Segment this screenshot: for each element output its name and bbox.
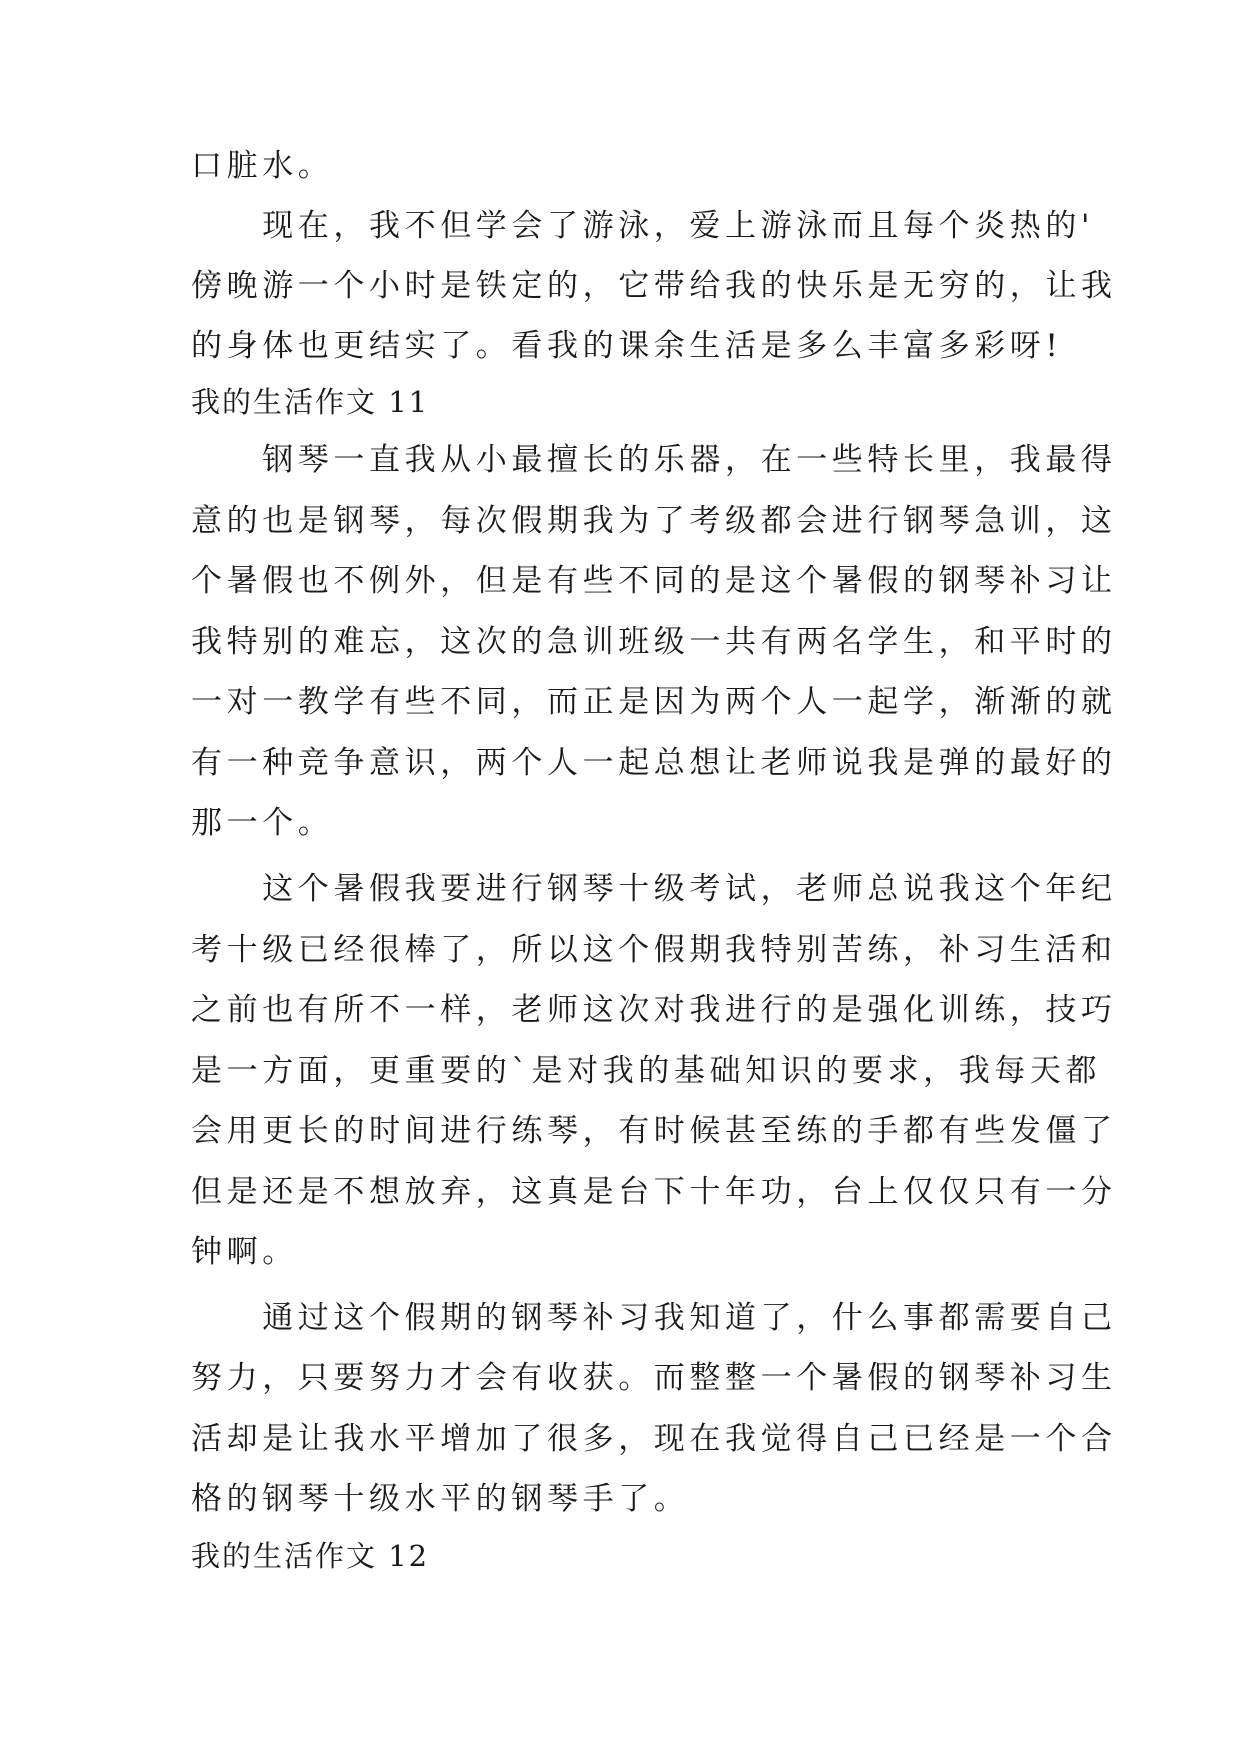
text-line: 的身体也更结实了。看我的课余生活是多么丰富多彩呀!: [191, 328, 1063, 364]
text-line: 个暑假也不例外，但是有些不同的是这个暑假的钢琴补习让: [191, 563, 1117, 599]
text-line: 之前也有所不一样，老师这次对我进行的是强化训练，技巧: [191, 992, 1117, 1028]
text-line: 是一方面，更重要的`是对我的基础知识的要求，我每天都: [191, 1053, 1102, 1089]
text-line: 活却是让我水平增加了很多，现在我觉得自己已经是一个合: [191, 1421, 1117, 1457]
paragraph-line: 这个暑假我要进行钢琴十级考试，老师总说我这个年纪: [191, 871, 1117, 907]
text-line: 有一种竞争意识，两个人一起总想让老师说我是弹的最好的: [191, 745, 1117, 781]
section-heading: 我的生活作文 12: [191, 1539, 430, 1573]
text-line: 但是还是不想放弃，这真是台下十年功，台上仅仅只有一分: [191, 1174, 1117, 1210]
section-heading: 我的生活作文 11: [191, 385, 430, 419]
paragraph-line: 现在，我不但学会了游泳，爱上游泳而且每个炎热的': [191, 208, 1095, 244]
text-line: 努力，只要努力才会有收获。而整整一个暑假的钢琴补习生: [191, 1360, 1117, 1396]
paragraph-line: 钢琴一直我从小最擅长的乐器，在一些特长里，我最得: [191, 442, 1117, 478]
text-line: 会用更长的时间进行练琴，有时候甚至练的手都有些发僵了: [191, 1113, 1117, 1149]
text-line: 我特别的难忘，这次的急训班级一共有两名学生，和平时的: [191, 624, 1117, 660]
text-line: 那一个。: [191, 805, 334, 841]
text-line: 钟啊。: [191, 1234, 298, 1270]
text-line: 傍晚游一个小时是铁定的，它带给我的快乐是无穷的，让我: [191, 268, 1117, 304]
text-line: 口脏水。: [191, 148, 334, 184]
text-line: 一对一教学有些不同，而正是因为两个人一起学，渐渐的就: [191, 684, 1117, 720]
text-line: 意的也是钢琴，每次假期我为了考级都会进行钢琴急训，这: [191, 503, 1117, 539]
text-line: 格的钢琴十级水平的钢琴手了。: [191, 1481, 690, 1517]
text-line: 考十级已经很棒了，所以这个假期我特别苦练，补习生活和: [191, 932, 1117, 968]
paragraph-line: 通过这个假期的钢琴补习我知道了，什么事都需要自己: [191, 1300, 1117, 1336]
